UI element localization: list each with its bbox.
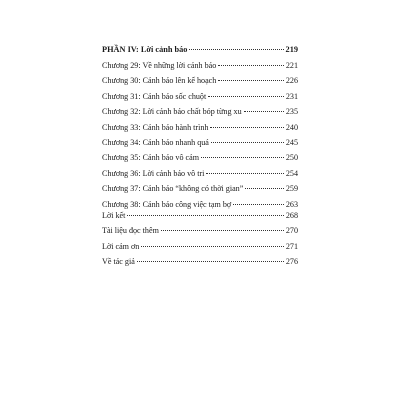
toc-part-title: PHẦN IV: Lời cảnh báo	[102, 45, 188, 54]
toc-leader-dots	[211, 142, 284, 143]
toc-entry-page: 271	[285, 241, 298, 251]
toc-entry-chapter-31	[102, 89, 298, 104]
toc-entry-chapter-34	[102, 135, 298, 150]
toc-entry-page: 276	[285, 257, 298, 267]
toc-leader-dots	[210, 127, 283, 128]
toc-leader-dots	[161, 230, 284, 231]
toc-part-section	[102, 42, 298, 212]
toc-entry-tai-lieu	[102, 223, 298, 238]
toc-entry-page: 263	[285, 199, 298, 209]
toc-entry-page: 231	[285, 91, 298, 101]
toc-leader-dots	[218, 65, 284, 66]
toc-entry-page: 226	[285, 76, 298, 86]
toc-entry-chapter-29	[102, 58, 298, 73]
toc-entry-title: Chương 31: Cảnh báo sốc chuột	[102, 91, 207, 101]
toc-entry-page: 250	[285, 153, 298, 163]
toc-entry-page: 240	[285, 122, 298, 132]
toc-entry-chapter-35	[102, 150, 298, 165]
toc-entry-title: Chương 37: Cảnh báo “không có thời gian”	[102, 184, 244, 194]
toc-entry-title: Tài liệu đọc thêm	[102, 226, 159, 236]
toc-entry-title: Chương 38: Cảnh báo công việc tạm bợ	[102, 199, 232, 209]
toc-entry-title: Chương 29: Về những lời cảnh báo	[102, 61, 217, 70]
toc-leader-dots	[206, 173, 283, 174]
toc-entry-page: 270	[285, 226, 298, 236]
toc-entry-page: 245	[285, 137, 298, 147]
toc-entry-title: Chương 34: Cảnh báo nhanh quá	[102, 137, 209, 147]
toc-leader-dots	[141, 246, 284, 247]
toc-leader-dots	[233, 204, 284, 205]
toc-entry-loi-ket	[102, 208, 298, 223]
toc-leader-dots	[189, 49, 283, 50]
toc-entry-title: Lời kết	[102, 211, 126, 220]
toc-back-matter-section	[102, 208, 298, 270]
toc-part-heading	[102, 42, 298, 58]
toc-entry-title: Về tác giả	[102, 257, 135, 267]
toc-entry-page: 268	[285, 211, 298, 220]
toc-leader-dots	[201, 157, 284, 158]
toc-entry-ve-tac-gia	[102, 254, 298, 269]
toc-part-page: 219	[285, 45, 298, 54]
toc-entry-chapter-30	[102, 73, 298, 88]
toc-entry-loi-cam-on	[102, 239, 298, 254]
toc-leader-dots	[137, 261, 284, 262]
toc-entry-page: 259	[285, 184, 298, 194]
toc-entry-chapter-32	[102, 104, 298, 119]
toc-entry-page: 235	[285, 107, 298, 117]
toc-entry-chapter-36	[102, 166, 298, 181]
toc-entry-chapter-37	[102, 181, 298, 196]
toc-entry-title: Chương 30: Cảnh báo lên kế hoạch	[102, 76, 217, 86]
toc-entry-title: Chương 35: Cảnh báo vô cảm	[102, 153, 200, 163]
toc-leader-dots	[245, 188, 284, 189]
toc-entry-title: Chương 36: Lời cảnh báo vô tri	[102, 168, 205, 178]
toc-entry-page: 254	[285, 168, 298, 178]
toc-leader-dots	[127, 215, 283, 216]
toc-entry-title: Chương 32: Lời cảnh báo chất bóp từng xu	[102, 107, 242, 117]
toc-leader-dots	[244, 111, 284, 112]
toc-entry-title: Lời cảm ơn	[102, 241, 140, 251]
toc-entry-chapter-33	[102, 120, 298, 135]
toc-leader-dots	[208, 96, 284, 97]
toc-entry-page: 221	[285, 61, 298, 70]
toc-leader-dots	[218, 80, 284, 81]
toc-entry-title: Chương 33: Cảnh báo hành trình	[102, 122, 209, 132]
